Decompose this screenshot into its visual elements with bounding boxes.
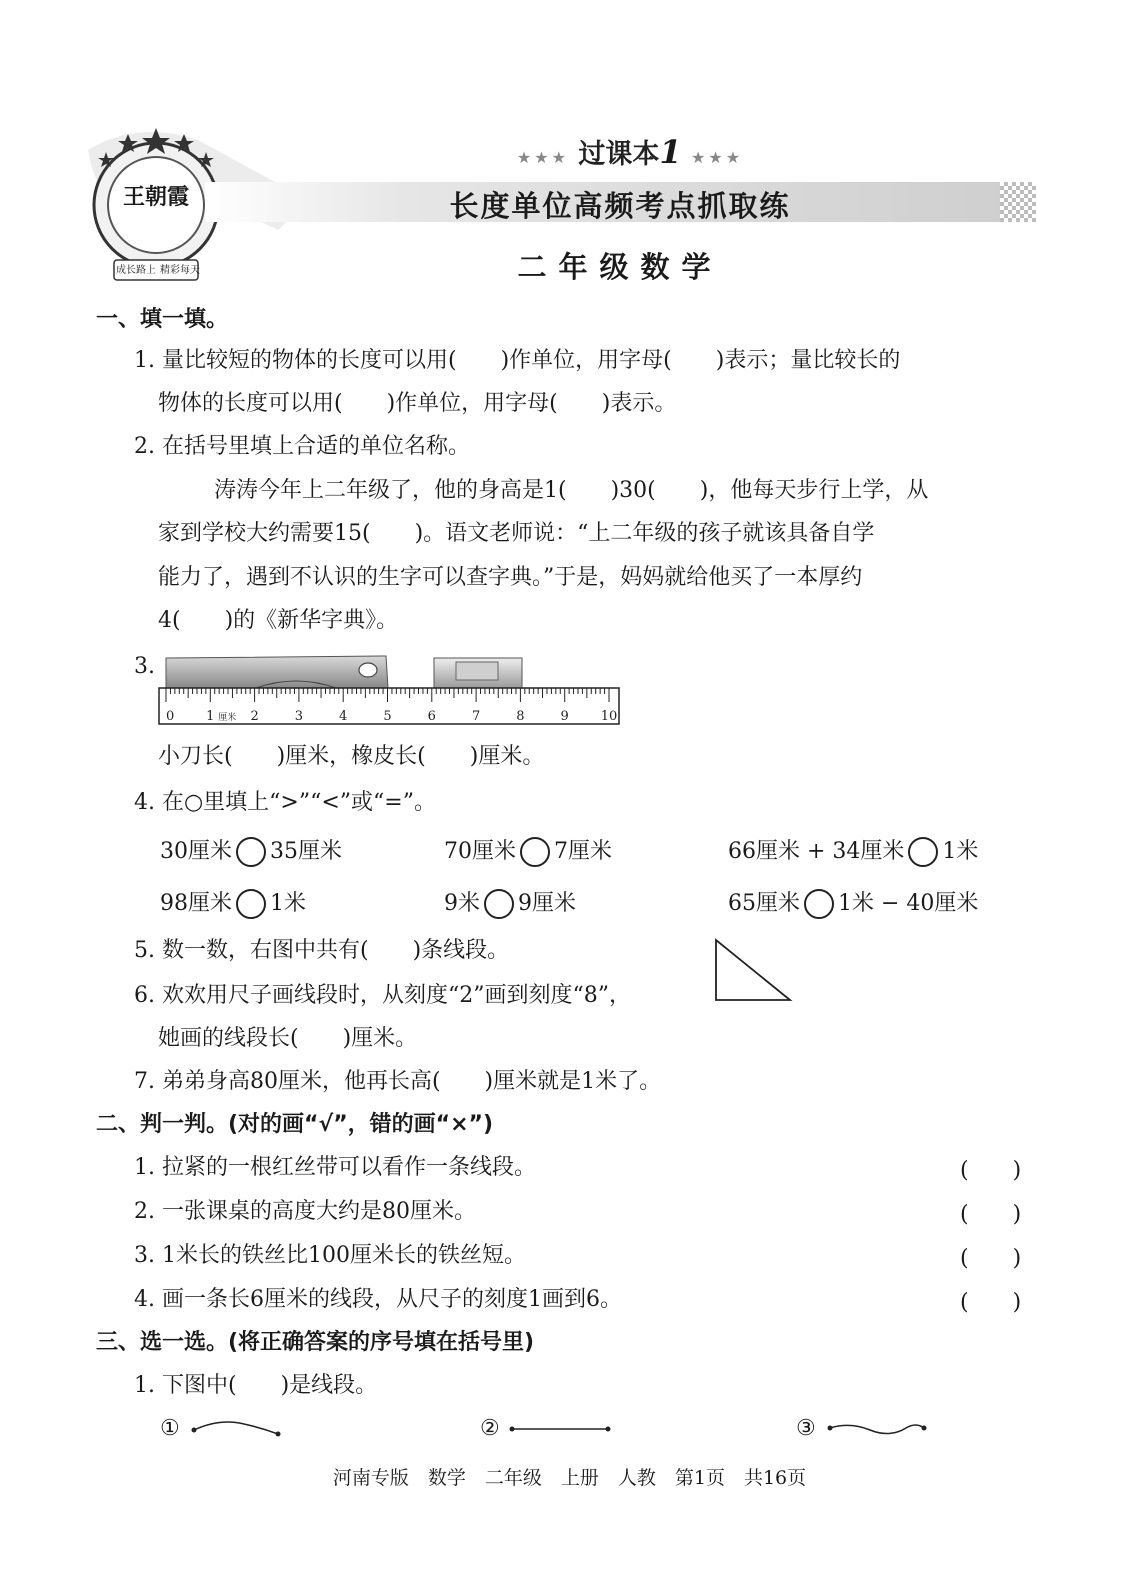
ruler-tick-label: 1 — [206, 709, 215, 724]
compare-right: 1米 — [942, 839, 979, 864]
compare-item-3 — [728, 834, 978, 867]
top-title — [500, 132, 760, 171]
judge-blank-3[interactable]: ( ) — [960, 1246, 1022, 1271]
option-1-curve — [190, 1414, 286, 1444]
compare-left: 98厘米 — [160, 891, 232, 916]
ruler-tick-label: 6 — [427, 709, 436, 724]
ruler-unit-label: 厘米 — [218, 713, 237, 723]
compare-right: 7厘米 — [554, 839, 612, 864]
triangle-figure — [712, 936, 796, 1006]
ruler-tick-label: 5 — [383, 709, 392, 724]
q7-text: 7. 弟弟身高80厘米，他再长高( )厘米就是1米了。 — [134, 1069, 662, 1094]
ruler-tick-label: 0 — [166, 709, 175, 724]
compare-left: 70厘米 — [444, 839, 516, 864]
compare-item-1 — [160, 834, 342, 867]
ruler-tick-label: 7 — [471, 709, 481, 724]
main-title: 长度单位高频考点抓取练 — [449, 189, 791, 223]
checker-pattern — [1000, 182, 1036, 222]
compare-right: 9厘米 — [518, 891, 576, 916]
judge-item-2: 2. 一张课桌的高度大约是80厘米。 — [134, 1199, 476, 1224]
compare-item-5 — [444, 886, 576, 919]
compare-circle[interactable] — [236, 889, 266, 919]
compare-right: 35厘米 — [270, 839, 342, 864]
ruler-tick-label: 3 — [294, 709, 304, 724]
ruler-figure — [156, 652, 622, 730]
star-right-icon: ★★★ — [691, 148, 744, 167]
compare-left: 9米 — [444, 891, 480, 916]
q2-line4: 4( )的《新华字典》。 — [158, 608, 399, 633]
option-3-curve — [826, 1414, 930, 1444]
compare-item-6 — [728, 886, 978, 919]
star-left-icon: ★★★ — [516, 148, 569, 167]
q2-line2: 家到学校大约需要15( )。语文老师说：“上二年级的孩子就该具备自学 — [158, 521, 875, 546]
compare-circle[interactable] — [484, 889, 514, 919]
q1-line1: 1. 量比较短的物体的长度可以用( )作单位，用字母( )表示；量比较长的 — [134, 348, 901, 373]
compare-circle[interactable] — [520, 837, 550, 867]
compare-right: 1米 − 40厘米 — [838, 891, 979, 916]
ruler-tick-label: 8 — [516, 709, 525, 724]
q1-line2: 物体的长度可以用( )作单位，用字母( )表示。 — [158, 391, 677, 416]
option-3-label: ③ — [796, 1416, 816, 1441]
top-title-number: 1 — [659, 133, 682, 171]
judge-item-3: 3. 1米长的铁丝比100厘米长的铁丝短。 — [134, 1243, 526, 1268]
ruler-tick-label: 2 — [250, 709, 259, 724]
q2-line1: 涛涛今年上二年级了，他的身高是1( )30( )，他每天步行上学，从 — [214, 478, 929, 503]
ruler-tick-label: 4 — [339, 709, 348, 724]
compare-item-2 — [444, 834, 612, 867]
section3-title: 三、选一选。(将正确答案的序号填在括号里) — [96, 1330, 535, 1355]
q3-answer: 小刀长( )厘米，橡皮长( )厘米。 — [158, 744, 545, 769]
top-title-text: 过课本 — [578, 139, 660, 170]
q2-title: 2. 在括号里填上合适的单位名称。 — [134, 434, 470, 459]
q6-line2: 她画的线段长( )厘米。 — [158, 1026, 418, 1051]
compare-circle[interactable] — [804, 889, 834, 919]
ruler-tick-label: 9 — [560, 709, 569, 724]
judge-blank-1[interactable]: ( ) — [960, 1158, 1022, 1183]
subject-title: 二年级数学 — [517, 250, 723, 284]
ruler-tick-label: 10 — [600, 709, 618, 724]
judge-item-4: 4. 画一条长6厘米的线段，从尺子的刻度1画到6。 — [134, 1287, 622, 1312]
logo-tagline-left: 成长路上 — [116, 265, 156, 276]
judge-blank-2[interactable]: ( ) — [960, 1202, 1022, 1227]
compare-circle[interactable] — [236, 837, 266, 867]
compare-right: 1米 — [270, 891, 306, 916]
compare-left: 65厘米 — [728, 891, 800, 916]
compare-item-4 — [160, 886, 306, 919]
q4-title: 4. 在○里填上“>”“<”或“=”。 — [134, 790, 436, 815]
q3-label: 3. — [134, 654, 155, 679]
page-footer: 河南专版 数学 二年级 上册 人教 第1页 共16页 — [332, 1467, 807, 1489]
option-1-label: ① — [160, 1416, 180, 1441]
judge-item-1: 1. 拉紧的一根红丝带可以看作一条线段。 — [134, 1155, 536, 1180]
q5-text: 5. 数一数，右图中共有( )条线段。 — [134, 938, 510, 963]
judge-blank-4[interactable]: ( ) — [960, 1290, 1022, 1315]
section1-title: 一、填一填。 — [96, 307, 229, 332]
option-2-segment — [508, 1414, 612, 1444]
compare-circle[interactable] — [908, 837, 938, 867]
option-2-label: ② — [480, 1416, 500, 1441]
section2-title: 二、判一判。(对的画“√”，错的画“×”) — [96, 1112, 494, 1137]
logo-brand: 王朝霞 — [122, 185, 189, 210]
q2-line3: 能力了，遇到不认识的生字可以查字典。”于是，妈妈就给他买了一本厚约 — [158, 565, 863, 590]
choose-q1: 1. 下图中( )是线段。 — [134, 1373, 378, 1398]
q6-line1: 6. 欢欢用尺子画线段时，从刻度“2”画到刻度“8”， — [134, 983, 631, 1008]
logo-tagline-right: 精彩每天 — [160, 265, 200, 276]
compare-left: 66厘米 + 34厘米 — [728, 839, 905, 864]
compare-left: 30厘米 — [160, 839, 232, 864]
